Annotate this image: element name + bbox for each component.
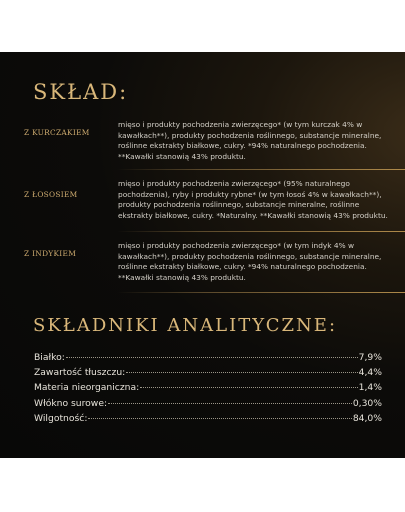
divider (117, 231, 405, 232)
divider (117, 169, 405, 170)
analytical-list (34, 352, 382, 428)
composition-label: Z ŁOSOSIEM (24, 190, 78, 199)
dotted-leader (126, 371, 357, 373)
analytical-name: Materia nieorganiczna: (34, 382, 140, 394)
dotted-leader (88, 417, 351, 419)
analytical-row-ash (34, 382, 382, 397)
analytical-value: 0,30% (352, 397, 382, 409)
composition-title: SKŁAD: (33, 80, 129, 104)
analytical-name: Białko: (34, 352, 65, 363)
analytical-value: 84,0% (352, 412, 382, 424)
analytical-row-moisture (34, 413, 382, 428)
divider (117, 292, 405, 293)
dotted-leader (140, 386, 357, 388)
analytical-row-protein (34, 352, 382, 367)
analytical-row-fat (34, 367, 382, 382)
analytical-name: Zawartość tłuszczu: (34, 367, 126, 379)
analytical-value: 1,4% (358, 382, 382, 394)
composition-text: mięso i produkty pochodzenia zwierzęcego* (95% naturalnego pochodzenia), ryby i produkty rybne* (w tym łosoś 4% w kawałkach**), produkty pochodzenia roślinnego, substancje mineralne, roślinne ekstrakty białkowe, cukry. *Naturalny. **Kawałki stanowią 43% produktu. (118, 179, 388, 220)
composition-label: Z KURCZAKIEM (24, 128, 90, 137)
analytical-value: 4,4% (358, 367, 382, 379)
analytical-name: Włókno surowe: (34, 397, 108, 409)
dotted-leader (66, 356, 358, 358)
composition-text: mięso i produkty pochodzenia zwierzęcego* (w tym indyk 4% w kawałkach**), produkty pochodzenia roślinnego, substancje mineralne, roślinne ekstrakty białkowe, cukry. *94% naturalnego pochodzenia. **Kawałki stanowią 43% produktu. (118, 241, 382, 282)
analytical-value: 7,9% (358, 352, 382, 363)
dotted-leader (108, 402, 352, 404)
analytical-row-fibre (34, 398, 382, 413)
analytical-title: SKŁADNIKI ANALITYCZNE: (33, 315, 338, 336)
composition-text: mięso i produkty pochodzenia zwierzęcego* (w tym kurczak 4% w kawałkach**), produkty pochodzenia roślinnego, substancje mineralne, roślinne ekstrakty białkowe, cukry. *94% naturalnego pochodzenia. **Kawałki stanowią 43% produktu. (118, 120, 382, 161)
composition-label: Z INDYKIEM (24, 249, 77, 258)
nutrition-panel (0, 52, 405, 458)
analytical-name: Wilgotność: (34, 412, 88, 424)
